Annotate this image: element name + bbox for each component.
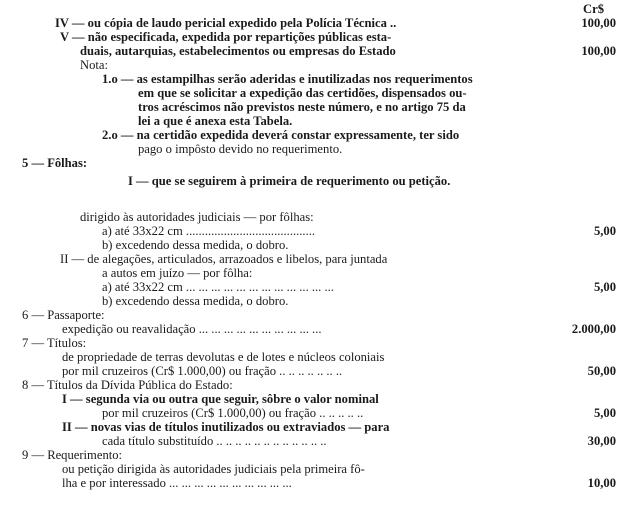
text-line	[0, 266, 642, 281]
line-text: ou petição dirigida às autoridades judiciais pela primeira fô-	[62, 462, 365, 476]
line-text: b) excedendo dessa medida, o dobro.	[102, 294, 289, 308]
line-amount: 2.000,00	[571, 322, 616, 336]
line-text: I — segunda via ou outra que seguir, sôbre o valor nominal	[62, 392, 379, 406]
line-text: 5 — Fôlhas:	[22, 156, 88, 170]
text-line	[0, 280, 642, 295]
line-text: em que se solicitar a expedição das certidões, dispensados ou-	[138, 86, 467, 100]
text-line	[0, 322, 642, 337]
line-amount: 10,00	[587, 476, 616, 490]
text-line	[0, 72, 642, 87]
line-text: cada título substituído .. .. .. .. .. .. .. .. .. .. .. ..	[102, 434, 327, 448]
text-line	[0, 16, 642, 31]
text-line	[0, 58, 642, 73]
text-line	[0, 406, 642, 421]
line-text: de propriedade de terras devolutas e de lotes e núcleos coloniais	[62, 350, 385, 364]
text-line	[0, 100, 642, 115]
line-text: Nota:	[80, 58, 108, 72]
currency-header: Cr$	[583, 2, 604, 16]
line-text: IV — ou cópia de laudo pericial expedido pela Polícia Técnica ..	[55, 16, 397, 30]
text-line	[0, 224, 642, 239]
text-line	[0, 238, 642, 253]
line-text: por mil cruzeiros (Cr$ 1.000,00) ou fração .. .. .. .. ..	[102, 406, 364, 420]
line-text: expedição ou reavalidação ... ... ... ... ... ... ... ... ... ...	[62, 322, 322, 336]
line-text: 2.o — na certidão expedida deverá constar expressamente, ter sido	[102, 128, 460, 142]
line-amount: 30,00	[587, 434, 616, 448]
line-text: 8 — Títulos da Dívida Pública do Estado:	[22, 378, 233, 392]
text-line	[0, 420, 642, 435]
line-amount: 100,00	[581, 44, 616, 58]
line-text: pago o impôsto devido no requerimento.	[138, 142, 343, 156]
line-text: a) até 33x22 cm ... ... ... ... ... ... ... ... ... ... ... ...	[102, 280, 334, 294]
text-line	[0, 30, 642, 45]
text-line	[0, 294, 642, 309]
text-line	[0, 336, 642, 351]
line-amount: 5,00	[593, 406, 616, 420]
line-amount: 5,00	[593, 224, 616, 238]
currency-header-line	[0, 2, 642, 17]
text-line	[0, 174, 642, 189]
text-line	[0, 476, 642, 491]
line-text: 1.o — as estampilhas serão aderidas e inutilizadas nos requerimentos	[102, 72, 473, 86]
line-text: II — de alegações, articulados, arrazoados e libelos, para juntada	[60, 252, 388, 266]
line-amount: 50,00	[587, 364, 616, 378]
line-text: por mil cruzeiros (Cr$ 1.000,00) ou fração .. .. .. .. .. .. ..	[62, 364, 343, 378]
text-line	[0, 350, 642, 365]
line-text: duais, autarquias, estabelecimentos ou empresas do Estado	[80, 44, 396, 58]
text-line	[0, 378, 642, 393]
text-line	[0, 86, 642, 101]
line-text: tros acréscimos não previstos neste número, e no artigo 75 da	[138, 100, 466, 114]
line-text: dirigido às autoridades judiciais — por fôlhas:	[80, 210, 314, 224]
text-line	[0, 252, 642, 267]
line-text: a) até 33x22 cm .........................................	[102, 224, 316, 238]
line-text: I — que se seguirem à primeira de requerimento ou petição.	[128, 174, 451, 188]
line-text: 7 — Títulos:	[22, 336, 87, 350]
text-line	[0, 448, 642, 463]
text-line	[0, 44, 642, 59]
line-text: lei a que é anexa esta Tabela.	[138, 114, 293, 128]
line-amount: 5,00	[593, 280, 616, 294]
text-line	[0, 210, 642, 225]
line-text: 9 — Requerimento:	[22, 448, 123, 462]
text-line	[0, 114, 642, 129]
text-line	[0, 308, 642, 323]
line-text: II — novas vias de títulos inutilizados ou extraviados — para	[62, 420, 390, 434]
text-line	[0, 156, 642, 171]
line-text: 6 — Passaporte:	[22, 308, 105, 322]
line-text: V — não especificada, expedida por repartições públicas esta-	[60, 30, 392, 44]
line-text: a autos em juízo — por fôlha:	[102, 266, 253, 280]
text-line	[0, 462, 642, 477]
line-text: lha e por interessado ... ... ... ... ... ... ... ... ... ...	[62, 476, 292, 490]
text-line	[0, 128, 642, 143]
line-text: b) excedendo dessa medida, o dobro.	[102, 238, 289, 252]
text-line	[0, 364, 642, 379]
text-line	[0, 392, 642, 407]
text-line	[0, 434, 642, 449]
text-line	[0, 142, 642, 157]
line-amount: 100,00	[581, 16, 616, 30]
